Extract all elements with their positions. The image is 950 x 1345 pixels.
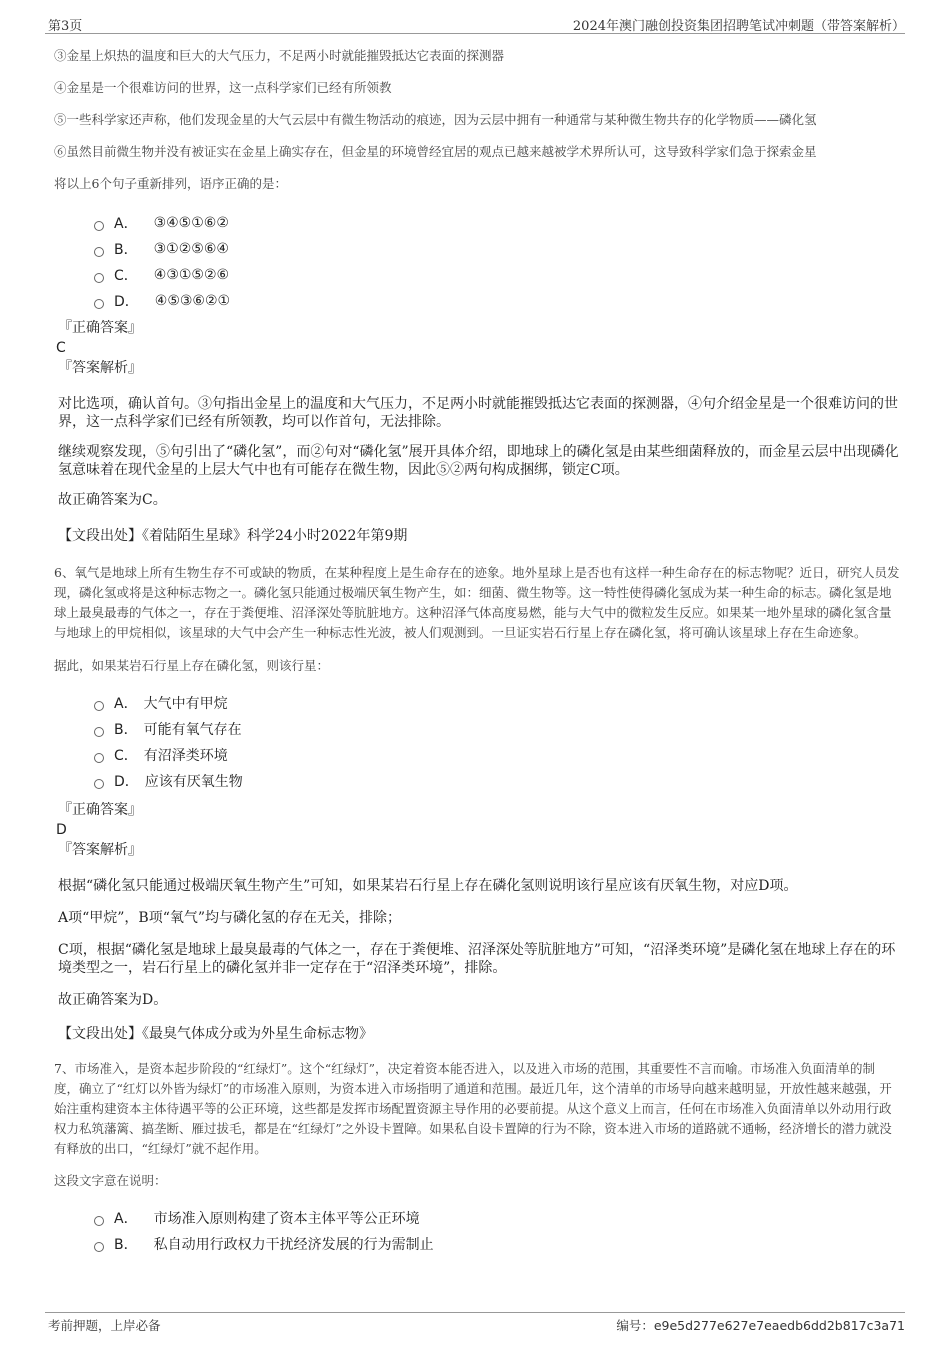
analysis-paragraph: 继续观察发现，⑤句引出了“磷化氢”，而②句对“磷化氢”展开具体介绍，即地球上的磷化氢是由某些细菌释放的，而金星云层中出现磷化氢意味着在现代金星的上层大气中也有可能存在微生物，因此⑤②两句构成捆绑，锁定C项。	[58, 444, 899, 478]
sentence-5: ⑤一些科学家还声称，他们发现金星的大气云层中有微生物活动的痕迹，因为云层中拥有一种通常与某种微生物共存的化学物质——磷化氢	[54, 112, 817, 127]
q6-option-a[interactable]	[94, 690, 900, 716]
page-header	[45, 14, 905, 34]
option-text: ④⑤③⑥②①	[154, 293, 231, 309]
option-text: ③①②⑤⑥④	[153, 241, 229, 257]
radio-icon[interactable]	[94, 753, 104, 763]
option-text: 可能有氧气存在	[143, 721, 242, 738]
q7-options	[94, 1205, 900, 1257]
option-letter: A．	[114, 695, 138, 712]
document-code	[616, 1316, 905, 1334]
radio-icon[interactable]	[94, 1242, 104, 1252]
option-letter: D．	[114, 773, 139, 790]
page-number: 第3页	[48, 19, 83, 34]
option-letter: A．	[114, 1211, 138, 1227]
option-text: 应该有厌氧生物	[144, 773, 243, 790]
q6-option-d[interactable]	[94, 768, 900, 794]
option-text: ③④⑤①⑥②	[153, 215, 229, 231]
q6-option-c[interactable]	[94, 742, 900, 768]
option-letter: C．	[114, 268, 138, 284]
q6-options	[94, 690, 900, 794]
q7-option-b[interactable]	[94, 1231, 900, 1257]
radio-icon[interactable]	[94, 221, 104, 231]
analysis-conclusion: 故正确答案为D。	[58, 991, 168, 1008]
q5-option-d[interactable]	[94, 288, 900, 314]
analysis-label: 『答案解析』	[58, 841, 142, 858]
correct-answer: D	[56, 821, 67, 838]
analysis-paragraph: 对比选项，确认首句。③句指出金星上的温度和大气压力，不足两小时就能摧毁抵达它表面的探测器，④句介绍金星是一个很难访问的世界，这一点科学家们已经有所领教，均可以作首句，无法排除。	[58, 396, 898, 430]
q5-option-b[interactable]	[94, 236, 900, 262]
radio-icon[interactable]	[94, 273, 104, 283]
correct-answer-label: 『正确答案』	[58, 320, 142, 336]
option-text: ④③①⑤②⑥	[153, 267, 230, 283]
option-text: 私自动用行政权力干扰经济发展的行为需制止	[153, 1237, 434, 1253]
sentence-6: ⑥虽然目前微生物并没有被证实在金星上确实存在，但金星的环境曾经宜居的观点已越来越被学术界所认可，这导致科学家们急于探索金星	[54, 144, 817, 159]
analysis-paragraph: C项，根据“磷化氢是地球上最臭最毒的气体之一，存在于粪便堆、沼泽深处等肮脏地方”可知，“沼泽类环境”是磷化氢在地球上存在的环境类型之一，岩石行星上的磷化氢并非一定存在于“沼泽类环境”，排除。	[58, 941, 896, 976]
q6-option-b[interactable]	[94, 716, 900, 742]
code-value: e9e5d277e627e7eaedb6dd2b817c3a71	[653, 1318, 905, 1333]
analysis-label: 『答案解析』	[58, 360, 142, 376]
radio-icon[interactable]	[94, 1216, 104, 1226]
option-text: 大气中有甲烷	[143, 695, 228, 712]
source-citation: 【文段出处】《最臭气体成分或为外星生命标志物》	[58, 1025, 373, 1042]
radio-icon[interactable]	[94, 299, 104, 309]
analysis-conclusion: 故正确答案为C。	[58, 492, 167, 508]
question-prompt: 将以上6个句子重新排列，语序正确的是：	[54, 176, 287, 191]
sentence-3: ③金星上炽热的温度和巨大的大气压力，不足两小时就能摧毁抵达它表面的探测器	[54, 48, 505, 63]
q5-options	[94, 210, 900, 314]
option-text: 市场准入原则构建了资本主体平等公正环境	[153, 1211, 420, 1227]
option-letter: C．	[114, 747, 138, 764]
question-6-text: 6、氧气是地球上所有生物生存不可或缺的物质，在某种程度上是生命存在的迹象。地外星球上是否也有这样一种生命存在的标志物呢？近日，研究人员发现，磷化氢或将是这种标志物之一。磷化氢只能通过极端厌氧生物产生，如：细菌、微生物等。这一特性使得磷化氢成为某一种生命的标志。磷化氢是地球上最臭最毒的气体之一，存在于粪便堆、沼泽深处等肮脏地方。这种沼泽气体高度易燃，能与大气中的微粒发生反应。如果某一地外星球的磷化氢含量与地球上的甲烷相似，该星球的大气中会产生一种标志性光波，被人们观测到。一旦证实岩石行星上存在磷化氢，将可确认该星球上存在生命迹象。	[54, 565, 900, 640]
radio-icon[interactable]	[94, 247, 104, 257]
question-prompt: 这段文字意在说明：	[54, 1173, 167, 1188]
option-letter: B．	[114, 242, 138, 258]
option-text: 有沼泽类环境	[143, 747, 228, 764]
document-title: 2024年澳门融创投资集团招聘笔试冲刺题（带答案解析）	[572, 19, 905, 34]
q5-option-a[interactable]	[94, 210, 900, 236]
radio-icon[interactable]	[94, 701, 104, 711]
source-citation: 【文段出处】《着陆陌生星球》科学24小时2022年第9期	[58, 528, 408, 544]
page-footer	[45, 1312, 905, 1337]
question-7-text: 7、市场准入，是资本起步阶段的“红绿灯”。这个“红绿灯”，决定着资本能否进入，以及进入市场的范围，其重要性不言而喻。市场准入负面清单的制度，确立了“红灯以外皆为绿灯”的市场准入原则，为资本进入市场指明了通道和范围。最近几年，这个清单的市场导向越来越明显，开放性越来越强，开始注重构建资本主体待遇平等的公正环境，这些都是发挥市场配置资源主导作用的必要前提。从这个意义上而言，任何在市场准入负面清单以外动用行政权力私筑藩篱、搞垄断、雁过拔毛，都是在“红绿灯”之外设卡置障。如果私自设卡置障的行为不除，资本进入市场的道路就不通畅，经济增长的潜力就没有释放的出口，“红绿灯”就不起作用。	[54, 1060, 892, 1156]
document-body	[54, 46, 900, 1257]
analysis-paragraph: 根据“磷化氢只能通过极端厌氧生物产生”可知，如果某岩石行星上存在磷化氢则说明该行星应该有厌氧生物，对应D项。	[58, 877, 798, 894]
correct-answer: C	[56, 340, 66, 356]
q5-option-c[interactable]	[94, 262, 900, 288]
option-letter: A．	[114, 216, 138, 232]
option-letter: D．	[114, 294, 139, 310]
option-letter: B．	[114, 1237, 138, 1253]
radio-icon[interactable]	[94, 727, 104, 737]
question-prompt: 据此，如果某岩石行星上存在磷化氢，则该行星：	[54, 657, 330, 673]
code-label: 编号：	[616, 1318, 654, 1333]
radio-icon[interactable]	[94, 779, 104, 789]
sentence-4: ④金星是一个很难访问的世界，这一点科学家们已经有所领教	[54, 80, 392, 95]
analysis-paragraph: A项“甲烷”，B项“氧气”均与磷化氢的存在无关，排除；	[58, 909, 402, 926]
q7-option-a[interactable]	[94, 1205, 900, 1231]
option-letter: B．	[114, 721, 138, 738]
correct-answer-label: 『正确答案』	[58, 801, 142, 818]
footer-slogan: 考前押题，上岸必备	[48, 1318, 161, 1333]
